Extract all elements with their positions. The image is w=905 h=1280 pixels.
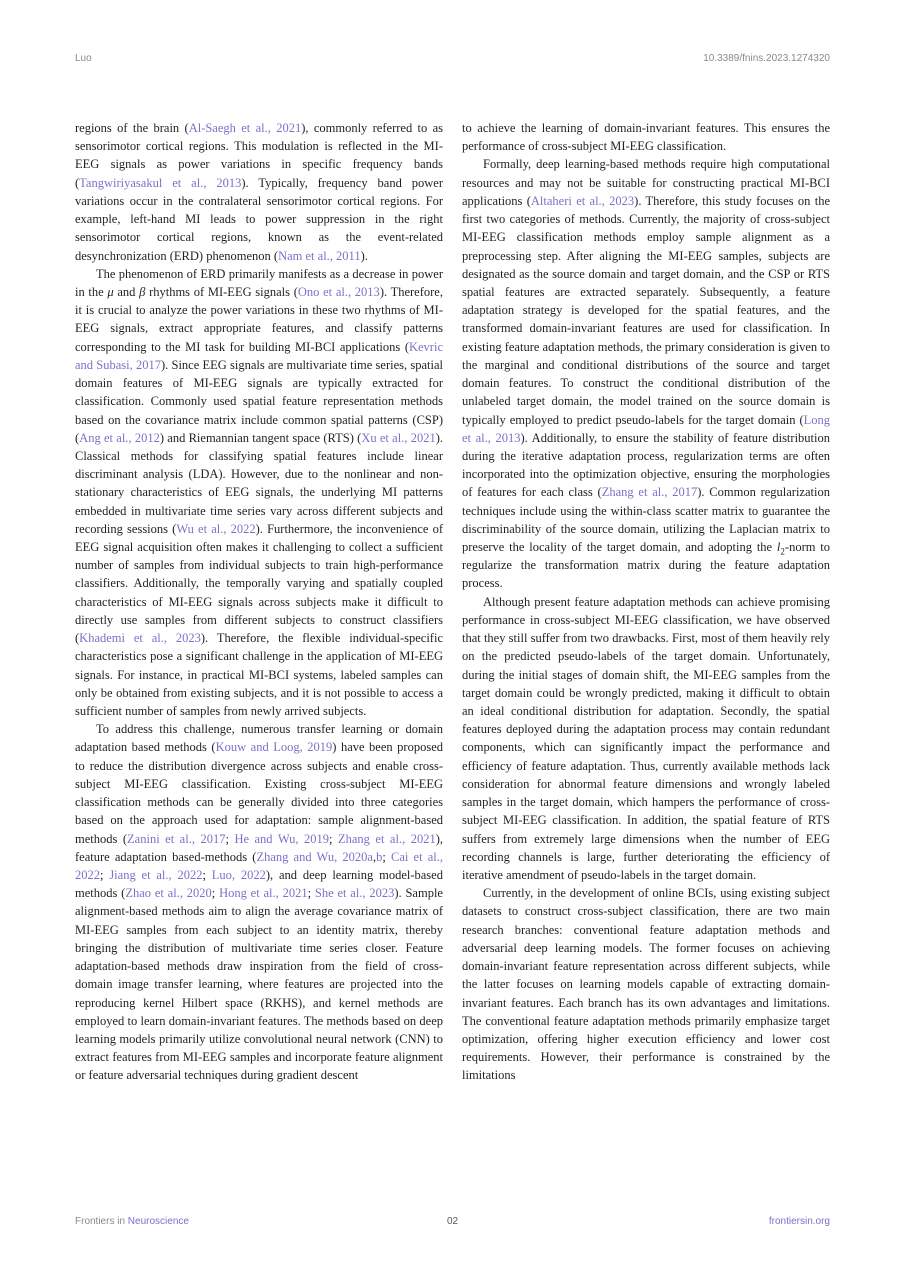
citation-link[interactable]: Zhang et al., 2021 — [337, 831, 436, 846]
footer-site-link[interactable]: frontiersin.org — [768, 1216, 830, 1227]
paragraph: to achieve the learning of domain-invariant features. This ensures the performance of cross-subject MI-EEG classification. — [462, 121, 830, 154]
citation-link[interactable]: Zhao et al., 2020 — [125, 886, 212, 901]
citation-link[interactable]: Cai et al., 2022 — [75, 849, 443, 882]
citation-link[interactable]: Al-Saegh et al., 2021 — [188, 121, 302, 135]
citation-link[interactable]: Zanini et al., 2017 — [127, 831, 226, 846]
page-number: 02 — [446, 1216, 459, 1227]
running-header-author: Luo — [75, 53, 92, 64]
math-symbol: μ — [107, 284, 114, 299]
citation-link[interactable]: Xu et al., 2021 — [361, 430, 436, 445]
footer-journal-prefix: Frontiers in — [75, 1216, 126, 1227]
math-subscript: 2 — [780, 546, 785, 557]
footer-journal-link[interactable]: Neuroscience — [127, 1216, 189, 1227]
citation-link[interactable]: Zhang and Wu, 2020a — [256, 849, 373, 864]
citation-link[interactable]: Kouw and Loog, 2019 — [215, 740, 333, 755]
paragraph: Formally, deep learning-based methods require high computational resources and may not be suitable for constructing practical MI-BCI applications (Altaheri et al., 2023). Therefore, this study focuses on the first two categories of methods. Currently, the majority of cross-subject MI-EEG classification methods employ sample alignment as a preprocessing step. After aligning the MI-EEG samples, subjects are designated as the source domain and target domain, and the CSP or RTS spatial features are extracted separately. Subsequently, a feature adaptation strategy is developed for the spatial features, and the transformed domain-invariant features are used for classification. In existing feature adaptation methods, the primary consideration is given to the marginal and conditional distributions of the source and target domain features. To construct the conditional distribution of the unlabeled target domain, the model trained on the source domain is typically employed to predict pseudo-labels for the target domain (Long et al., 2013). Additionally, to ensure the stability of feature distribution during the iterative adaptation process, regularization terms are often incorporated into the optimization objective, ensuring the morphologies of features for each class (Zhang et al., 2017). Common regularization techniques include using the within-class scatter matrix to guarantee the discriminability of the source domain, utilizing the Laplacian matrix to preserve the locality of the target domain, and adopting the $l_2$-norm to regularize the transformation matrix during the feature adaptation process. — [462, 157, 830, 591]
paragraph: Although present feature adaptation methods can achieve promising performance in cross-subject MI-EEG classification, we have observed that they still suffer from two drawbacks. First, most of them heavily rely on the predicted pseudo-labels of the target domain. Unfortunately, during the initial stages of domain shift, the MI-EEG samples from the target domain could be wrongly predicted, making it difficult to obtain an ideal conditional distribution for adaptation. Secondly, the spatial features deployed during the adaptation process may contain redundant components, which can significantly impact the performance and efficiency of feature adaptation. Thus, currently available methods lack consideration for abnormal feature dimensions and wrongly labeled samples in the target domain, which hampers the performance of cross-subject MI-EEG classification. In addition, the spatial feature of RTS suffers from extremely large dimensions when the number of EEG recording channels is large, further deteriorating the efficiency of iterative amendment of pseudo-labels in the target domain. — [462, 594, 830, 882]
citation-link[interactable]: She et al., 2023 — [314, 886, 395, 901]
math-symbol: l — [776, 540, 781, 555]
citation-link[interactable]: He and Wu, 2019 — [234, 831, 329, 846]
citation-link[interactable]: b — [376, 849, 383, 864]
running-header-doi: 10.3389/fnins.2023.1274320 — [703, 53, 830, 64]
citation-link[interactable]: Kevric and Subasi, 2017 — [75, 339, 443, 372]
left-text-column — [75, 119, 443, 1169]
citation-link[interactable]: Nam et al., 2011 — [278, 248, 361, 263]
citation-link[interactable]: Jiang et al., 2022 — [109, 867, 203, 882]
citation-link[interactable]: Luo, 2022 — [211, 867, 266, 882]
citation-link[interactable]: Long et al., 2013 — [462, 412, 830, 445]
citation-link[interactable]: Wu et al., 2022 — [176, 521, 256, 536]
math-symbol: β — [139, 284, 146, 299]
citation-link[interactable]: Ono et al., 2013 — [297, 284, 380, 299]
citation-link[interactable]: Ang et al., 2012 — [79, 430, 160, 445]
paragraph: regions of the brain (Al-Saegh et al., 2021), commonly referred to as sensorimotor cortical regions. This modulation is reflected in the MI-EEG signals as power variations in specific frequency bands (Tangwiriyasakul et al., 2013). Typically, frequency band power variations occur in the contralateral sensorimotor cortical regions. For example, left-hand MI leads to power suppression in the right sensorimotor cortical regions, known as the event-related desynchronization (ERD) phenomenon (Nam et al., 2011). — [75, 121, 443, 263]
paragraph: To address this challenge, numerous transfer learning or domain adaptation based methods (Kouw and Loog, 2019) have been proposed to reduce the distribution divergence across subjects and enable cross-subject MI-EEG classification. Existing cross-subject MI-EEG classification methods can be generally divided into three categories based on the approach used for adaptation: sample alignment-based methods (Zanini et al., 2017; He and Wu, 2019; Zhang et al., 2021), feature adaptation based-methods (Zhang and Wu, 2020a,b; Cai et al., 2022; Jiang et al., 2022; Luo, 2022), and deep learning model-based methods (Zhao et al., 2020; Hong et al., 2021; She et al., 2023). Sample alignment-based methods aim to align the average covariance matrix of MI-EEG samples from each subject to an identity matrix, thereby bringing the distribution of multivariate time series closer. Feature adaptation-based methods draw inspiration from the field of cross-domain image transfer learning, where features are projected into the reproducing kernel Hilbert space (RKHS), and kernel methods are employed to learn domain-invariant features. The methods based on deep learning models primarily utilize convolutional neural network (CNN) to extract features from MI-EEG samples and incorporate feature alignment or feature adversarial techniques during gradient descent — [75, 722, 443, 1083]
citation-link[interactable]: Khademi et al., 2023 — [79, 631, 201, 646]
right-text-column — [462, 119, 830, 1169]
paragraph: Currently, in the development of online BCIs, using existing subject datasets to construct cross-subject classification, there are two main research branches: conventional feature adaptation methods and adversarial deep learning models. The former focuses on achieving domain-invariant feature representation across different subjects, while the latter focuses on learning models capable of extracting domain-invariant features. Each branch has its own advantages and limitations. The conventional feature adaptation methods primarily emphasize target optimization, offering higher execution efficiency and lower cost requirements. However, their performance is constrained by the limitations — [462, 886, 830, 1083]
citation-link[interactable]: Zhang et al., 2017 — [601, 485, 698, 500]
paragraph: The phenomenon of ERD primarily manifests as a decrease in power in the μ and β rhythms of MI-EEG signals (Ono et al., 2013). Therefore, it is crucial to analyze the power variations in these two rhythms of MI-EEG signals, extract appropriate features, and classify patterns corresponding to the MI task for building MI-BCI applications (Kevric and Subasi, 2017). Since EEG signals are multivariate time series, spatial domain features of MI-EEG signals are typically extracted for classification. Commonly used spatial feature representation methods based on the covariance matrix include common spatial patterns (CSP) (Ang et al., 2012) and Riemannian tangent space (RTS) (Xu et al., 2021). Classical methods for classifying spatial features include linear discriminant analysis (LDA). However, due to the nonlinear and non-stationary characteristics of EEG signals, the underlying MI patterns embedded in multivariate time series vary across different subjects and recording sessions (Wu et al., 2022). Furthermore, the inconvenience of EEG signal acquisition often makes it challenging to collect a sufficient number of samples from individual subjects to train high-performance classifiers. Additionally, the temporally varying and spatially coupled characteristics of MI-EEG signals across subjects make it difficult to directly use samples from different subjects to construct classifiers (Khademi et al., 2023). Therefore, the flexible individual-specific characteristics pose a significant challenge in the application of MI-EEG signals. For instance, in practical MI-BCI systems, labeled samples can only be obtained from existing subjects, and it is not possible to access a sufficient number of samples from newly arrived subjects. — [75, 266, 443, 718]
citation-link[interactable]: Altaheri et al., 2023 — [530, 193, 635, 208]
citation-link[interactable]: Hong et al., 2021 — [219, 886, 308, 901]
citation-link[interactable]: Tangwiriyasakul et al., 2013 — [79, 175, 242, 190]
